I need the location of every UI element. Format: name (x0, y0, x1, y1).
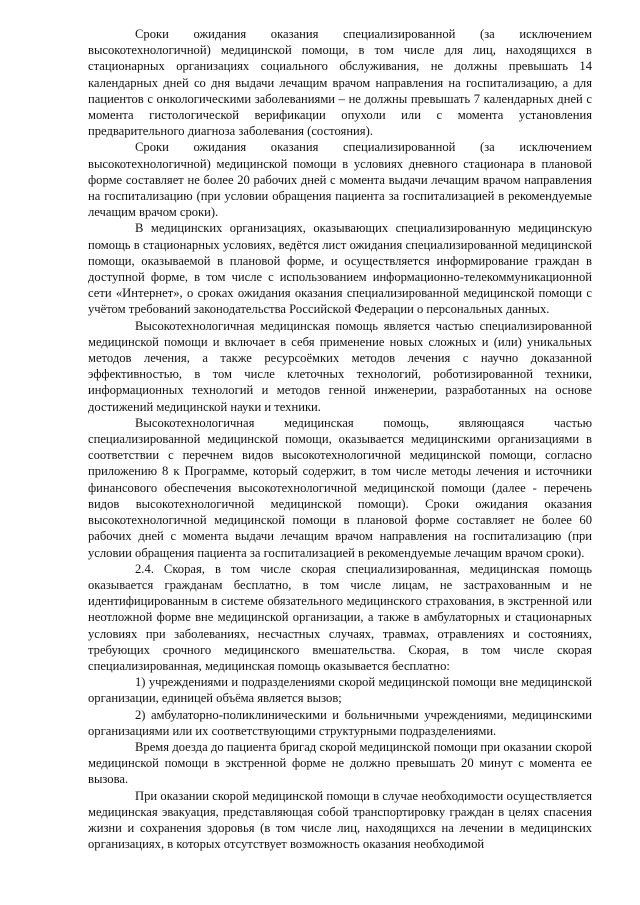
paragraph-specialized-care-wait-times: Сроки ожидания оказания специализированной (за исключением высокотехнологичной) медицинской помощи, в том числе для лиц, находящихся в стационарных организациях социального обслуживания, не должны превышать 14 календарных дней со дня выдачи лечащим врачом направления на госпитализацию, а для пациентов с онкологическими заболеваниями – не должны превышать 7 календарных дней с момента гистологической верификации опухоли или с момента установления предварительного диагноза заболевания (состояния). (88, 27, 592, 139)
paragraph-waiting-list: В медицинских организациях, оказывающих специализированную медицинскую помощь в стационарных условиях, ведётся лист ожидания специализированной медицинской помощи, оказываемой в плановой форме, и осуществляется информирование граждан в доступной форме, в том числе с использованием информационно-телекоммуникационной сети «Интернет», о сроках ожидания оказания специализированной медицинской помощи с учётом требований законодательства Российской Федерации о персональных данных. (88, 221, 592, 317)
list-item-emergency-units: 1) учреждениями и подразделениями скорой медицинской помощи вне медицинской организации, единицей объёма является вызов; (88, 675, 592, 706)
paragraph-arrival-time: Время доезда до пациента бригад скорой медицинской помощи при оказании скорой медицинской помощи в экстренной форме не должно превышать 20 минут с момента ее вызова. (88, 739, 592, 787)
paragraph-day-hospital-wait-times: Сроки ожидания оказания специализированной (за исключением высокотехнологичной) медицинской помощи в условиях дневного стационара в плановой форме составляет не более 20 рабочих дней с момента выдачи лечащим врачом направления на госпитализацию (при условии обращения пациента за госпитализацией в рекомендуемые лечащим врачом сроки). (88, 140, 592, 220)
paragraph-medical-evacuation: При оказании скорой медицинской помощи в случае необходимости осуществляется медицинская эвакуация, представляющая собой транспортировку граждан в целях спасения жизни и сохранения здоровья (в том числе лиц, находящихся на лечении в медицинских организациях, в которых отсутствует возможность оказания необходимой (88, 788, 592, 852)
document-page (88, 26, 592, 852)
paragraph-high-tech-care-definition: Высокотехнологичная медицинская помощь является частью специализированной медицинской помощи и включает в себя применение новых сложных и (или) уникальных методов лечения, а также ресурсоёмких методов лечения с научно доказанной эффективностью, в том числе клеточных технологий, роботизированной техники, информационных технологий и методов генной инженерии, разработанных на основе достижений медицинской науки и техники. (88, 318, 592, 414)
paragraph-emergency-care: 2.4. Скорая, в том числе скорая специализированная, медицинская помощь оказывается гражданам бесплатно, в том числе лицам, не застрахованным и не идентифицированным в системе обязательного медицинского страхования, в экстренной или неотложной форме вне медицинской организации, а также в амбулаторных и стационарных условиях при заболеваниях, несчастных случаях, травмах, отравлениях и состояниях, требующих срочного медицинского вмешательства. Скорая, в том числе скорая специализированная, медицинская помощь оказывается бесплатно: (88, 561, 592, 673)
paragraph-high-tech-care-provision: Высокотехнологичная медицинская помощь, являющаяся частью специализированной медицинской помощи, оказывается медицинскими организациями в соответствии с перечнем видов высокотехнологичной медицинской помощи, согласно приложению 8 к Программе, который содержит, в том числе методы лечения и источники финансового обеспечения высокотехнологичной медицинской помощи (далее - перечень видов высокотехнологичной медицинской помощи). Сроки ожидания оказания высокотехнологичной медицинской помощи в плановой форме составляет не более 60 рабочих дней с момента выдачи лечащим врачом направления на госпитализацию (при условии обращения пациента за госпитализацией в рекомендуемые лечащим врачом сроки). (88, 415, 592, 560)
list-item-outpatient-institutions: 2) амбулаторно-поликлиническими и больничными учреждениями, медицинскими организациями или их соответствующими структурными подразделениями. (88, 707, 592, 738)
